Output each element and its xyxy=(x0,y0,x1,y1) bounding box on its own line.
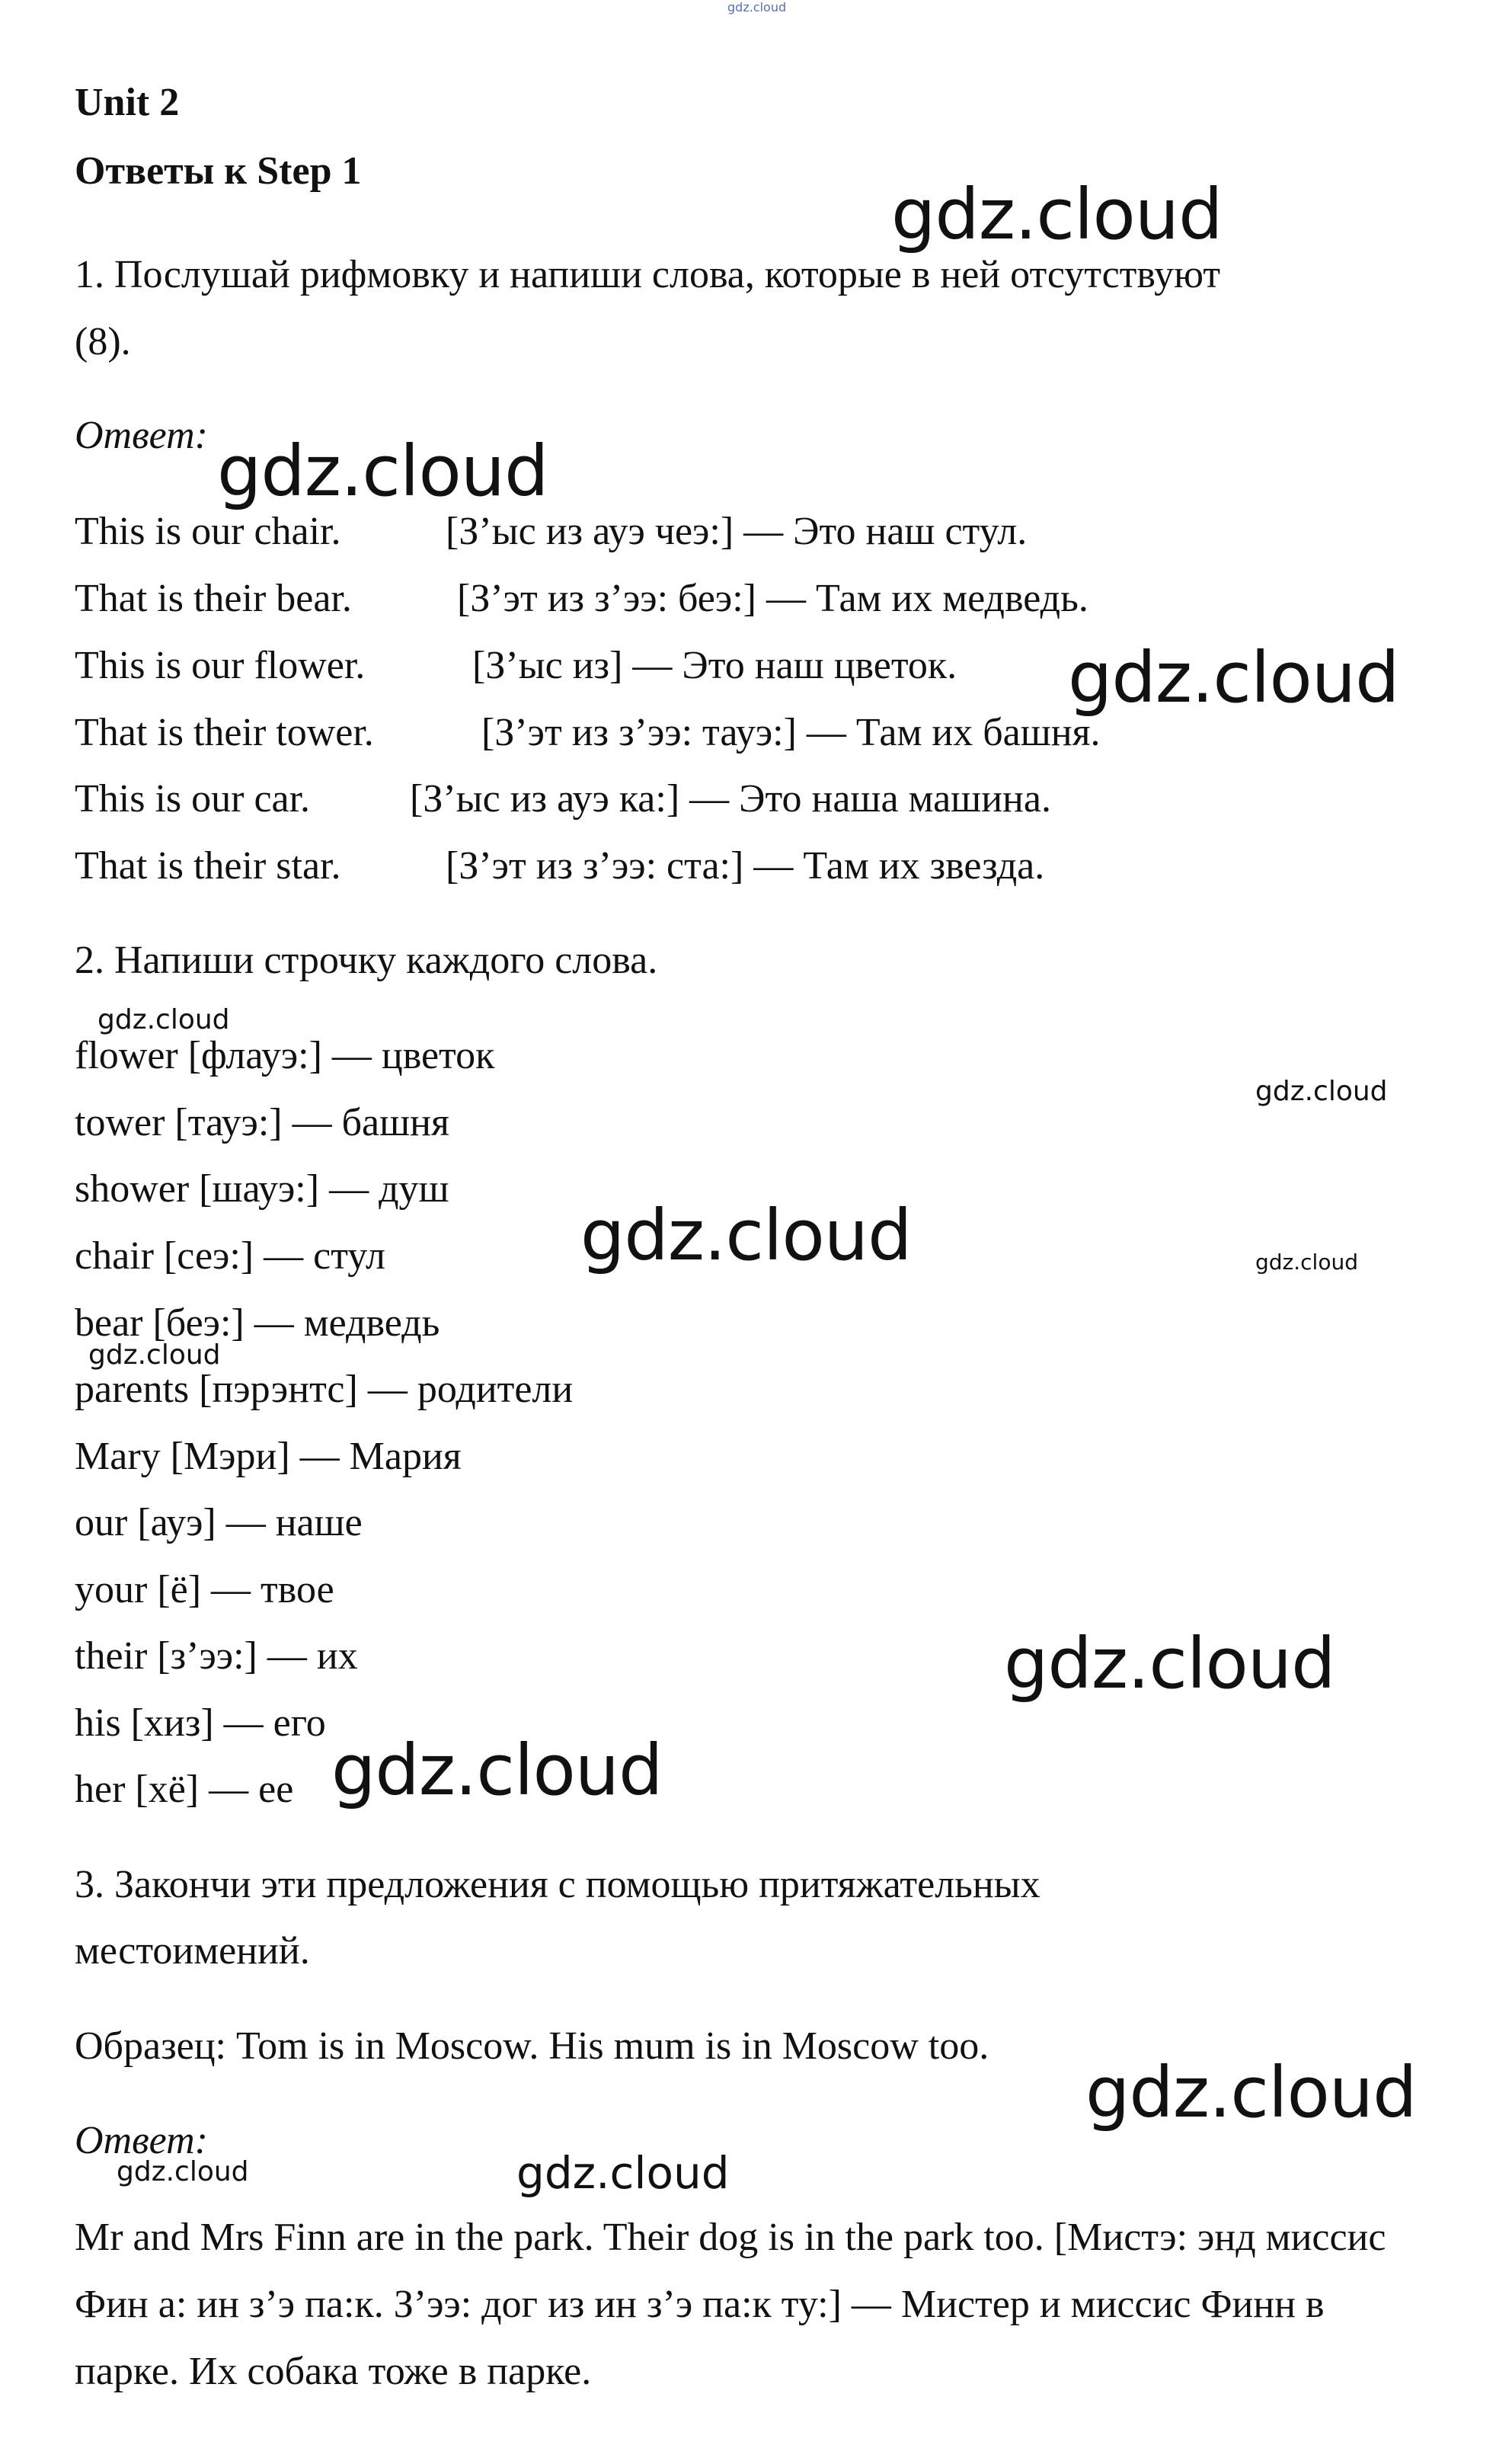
word-item: our [ауэ] — наше xyxy=(75,1501,363,1544)
rhyme-row-ru: [З’ыс из] — Это наш цветок. xyxy=(472,644,957,687)
rhyme-row-ru: [З’эт из з’ээ: беэ:] — Там их медведь. xyxy=(457,577,1088,620)
task1-line2: (8). xyxy=(75,320,131,363)
rhyme-row-en: That is their bear. xyxy=(75,577,352,620)
word-item: his [хиз] — его xyxy=(75,1701,326,1745)
watermark: gdz.cloud xyxy=(891,174,1223,255)
rhyme-row-en: That is their star. xyxy=(75,844,341,888)
answers-title: Ответы к Step 1 xyxy=(75,149,362,193)
word-item: your [ё] — твое xyxy=(75,1568,334,1611)
rhyme-row-ru: [З’эт из з’ээ: тауэ:] — Там их башня. xyxy=(481,711,1101,754)
watermark: gdz.cloud xyxy=(97,1004,230,1035)
watermark: gdz.cloud xyxy=(88,1339,221,1371)
watermark: gdz.cloud xyxy=(217,430,548,512)
watermark: gdz.cloud xyxy=(580,1195,912,1276)
rhyme-row-ru: [З’эт из з’ээ: ста:] — Там их звезда. xyxy=(446,844,1045,888)
word-item: shower [шауэ:] — душ xyxy=(75,1167,449,1211)
word-item: Mary [Мэри] — Мария xyxy=(75,1435,462,1478)
top-watermark: gdz.cloud xyxy=(727,0,787,14)
task3-example: Образец: Tom is in Moscow. His mum is in Moscow too. xyxy=(75,2024,989,2068)
watermark: gdz.cloud xyxy=(1255,1250,1358,1275)
unit-title: Unit 2 xyxy=(75,81,180,124)
word-item: parents [пэрэнтс] — родители xyxy=(75,1368,574,1411)
word-item: chair [сеэ:] — стул xyxy=(75,1234,385,1278)
task3-line2: местоимений. xyxy=(75,1929,310,1973)
rhyme-row-en: This is our chair. xyxy=(75,510,341,553)
watermark: gdz.cloud xyxy=(1255,1076,1388,1107)
watermark: gdz.cloud xyxy=(1085,2052,1417,2133)
watermark: gdz.cloud xyxy=(1068,637,1399,718)
task2-title: 2. Напиши строчку каждого слова. xyxy=(75,939,658,982)
word-item: tower [тауэ:] — башня xyxy=(75,1101,449,1144)
task3-answer-text: Mr and Mrs Finn are in the park. Their dog is in the park too. [Мистэ: энд миссис Фин а: ин з’э па:к. З’ээ: дог из ин з’э па:к ту:] — Мистер и миссис Финн в парке. Их собака тоже в парке. xyxy=(75,2216,1386,2393)
word-item: flower [флауэ:] — цветок xyxy=(75,1034,495,1077)
word-item: bear [беэ:] — медведь xyxy=(75,1301,440,1345)
rhyme-row-en: This is our car. xyxy=(75,777,311,821)
task1-line1: 1. Послушай рифмовку и напиши слова, которые в ней отсутствуют xyxy=(75,253,1221,296)
task3-line1: 3. Закончи эти предложения с помощью притяжательных xyxy=(75,1863,1040,1906)
rhyme-row-ru: [З’ыс из ауэ чеэ:] — Это наш стул. xyxy=(446,510,1028,553)
watermark: gdz.cloud xyxy=(1004,1623,1335,1704)
watermark: gdz.cloud xyxy=(331,1730,663,1811)
rhyme-row-en: This is our flower. xyxy=(75,644,366,687)
task3-answer-label: Ответ: xyxy=(75,2119,208,2162)
word-item: her [хё] — ее xyxy=(75,1768,294,1811)
watermark: gdz.cloud xyxy=(516,2147,730,2199)
task1-answer-label: Ответ: xyxy=(75,414,208,457)
word-item: their [з’ээ:] — их xyxy=(75,1634,358,1678)
rhyme-row-ru: [З’ыс из ауэ ка:] — Это наша машина. xyxy=(410,777,1051,821)
rhyme-row-en: That is their tower. xyxy=(75,711,374,754)
watermark: gdz.cloud xyxy=(117,2156,249,2187)
